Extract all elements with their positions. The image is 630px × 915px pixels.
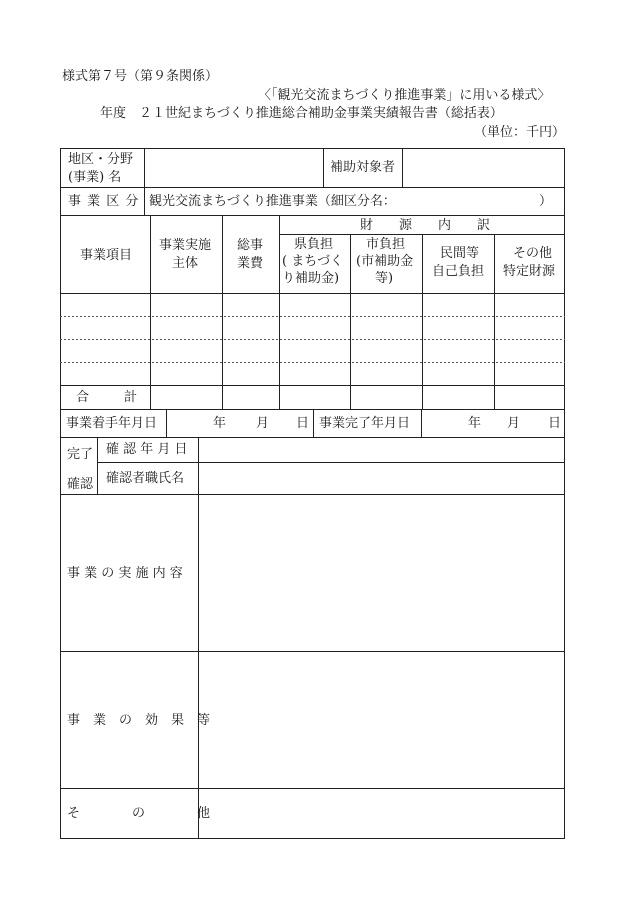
district-label-line2: (事業) 名 [68, 170, 122, 185]
report-title: 年度 ２１世紀まちづくり推進総合補助金事業実績報告書（総括表） [100, 106, 503, 121]
col-pref-line1: 県負担 [294, 237, 334, 252]
completion-label-line1: 完了 [67, 447, 94, 462]
total-label-b: 計 [124, 390, 138, 405]
category-label: 事 業 区 分 [68, 194, 140, 209]
col-item: 事業項目 [80, 248, 133, 263]
col-city-line2: (市補助金 [356, 254, 414, 269]
form-number: 様式第７号（第９条関係） [62, 69, 219, 84]
other-label: そ の 他 [67, 806, 211, 821]
implementation-content-input[interactable] [200, 496, 563, 650]
district-input[interactable] [146, 150, 322, 186]
unit-label: （単位：千円） [474, 125, 566, 140]
confirmer-input[interactable] [200, 464, 563, 493]
confirm-date-label: 確 認 年 月 日 [106, 442, 188, 457]
col-entity-line2: 主体 [172, 256, 199, 271]
target-label: 補助対象者 [330, 160, 396, 175]
category-value: 観光交流まちづくり推進事業（細区分名： [149, 194, 396, 209]
confirmer-label: 確認者職氏名 [106, 471, 185, 486]
end-month: 月 [507, 416, 521, 431]
implementation-content-label: 事 業 の 実 施 内 容 [67, 566, 183, 581]
start-year: 年 [213, 416, 227, 431]
table-row[interactable] [61, 294, 564, 316]
col-private-line1: 民間等 [440, 246, 480, 261]
completion-label-line2: 確認 [67, 477, 94, 492]
col-other-line2: 特定財源 [503, 264, 556, 279]
col-total-line2: 業費 [237, 256, 264, 271]
funding-breakdown-header: 財 源 内 訳 [360, 218, 491, 233]
category-close: ） [539, 194, 553, 209]
usage-note: 〈「観光交流まちづくり推進事業」に用いる様式〉 [258, 88, 551, 103]
end-date-label: 事業完了年月日 [319, 416, 411, 431]
col-pref-line2: ( まちづく [282, 254, 344, 269]
start-day: 日 [296, 416, 310, 431]
col-pref-line3: り補助金) [282, 271, 340, 286]
table-row[interactable] [61, 317, 564, 339]
col-other-line1: その他 [513, 246, 553, 261]
confirm-date-input[interactable] [200, 439, 563, 461]
total-label-a: 合 [76, 390, 90, 405]
table-row[interactable] [61, 340, 564, 362]
end-day: 日 [548, 416, 562, 431]
col-private-line2: 自己負担 [432, 264, 485, 279]
start-month: 月 [256, 416, 270, 431]
col-entity-line1: 事業実施 [159, 238, 212, 253]
col-city-line1: 市負担 [366, 237, 406, 252]
start-date-label: 事業着手年月日 [66, 416, 158, 431]
end-year: 年 [468, 416, 482, 431]
target-input[interactable] [404, 150, 563, 186]
effects-label: 事 業 の 効 果 等 [67, 713, 211, 728]
district-label-line1: 地区・分野 [68, 152, 134, 167]
table-row[interactable] [61, 363, 564, 385]
other-input[interactable] [200, 790, 563, 837]
col-city-line3: 等) [375, 271, 394, 286]
col-total-line1: 総事 [237, 238, 264, 253]
subcategory-input[interactable] [405, 190, 535, 214]
effects-input[interactable] [200, 653, 563, 787]
